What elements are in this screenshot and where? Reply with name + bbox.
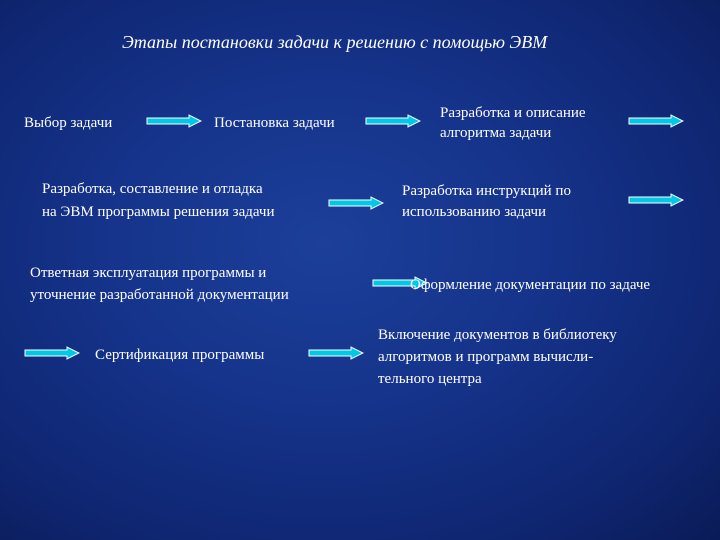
step-documentation: Оформление документации по задаче xyxy=(410,277,651,293)
arrow-icon xyxy=(628,193,684,207)
step-program-development-line2: на ЭВМ программы решения задачи xyxy=(42,204,275,220)
step-certification: Сертификация программы xyxy=(95,347,265,363)
step-library-line3: тельного центра xyxy=(378,371,482,387)
step-library-line1: Включение документов в библиотеку xyxy=(378,327,617,343)
step-choose-task: Выбор задачи xyxy=(24,115,113,131)
step-operation-line2: уточнение разработанной документации xyxy=(30,287,289,303)
step-task-statement: Постановка задачи xyxy=(214,115,335,131)
step-library-line2: алгоритмов и программ вычисли- xyxy=(378,349,594,365)
step-instructions-line2: использованию задачи xyxy=(402,204,547,220)
arrow-icon xyxy=(628,114,684,128)
step-program-development-line1: Разработка, составление и отладка xyxy=(42,181,263,197)
arrow-icon xyxy=(146,114,202,128)
diagram-title: Этапы постановки задачи к решению с помощью ЭВМ xyxy=(122,32,548,52)
arrow-icon xyxy=(308,346,364,360)
arrow-icon xyxy=(328,196,384,210)
step-operation-line1: Ответная эксплуатация программы и xyxy=(30,265,267,281)
arrow-icon xyxy=(24,346,80,360)
step-instructions-line1: Разработка инструкций по xyxy=(402,183,571,199)
step-algorithm-design-line1: Разработка и описание xyxy=(440,105,586,121)
arrow-icon xyxy=(365,114,421,128)
step-algorithm-design-line2: алгоритма задачи xyxy=(440,125,552,141)
